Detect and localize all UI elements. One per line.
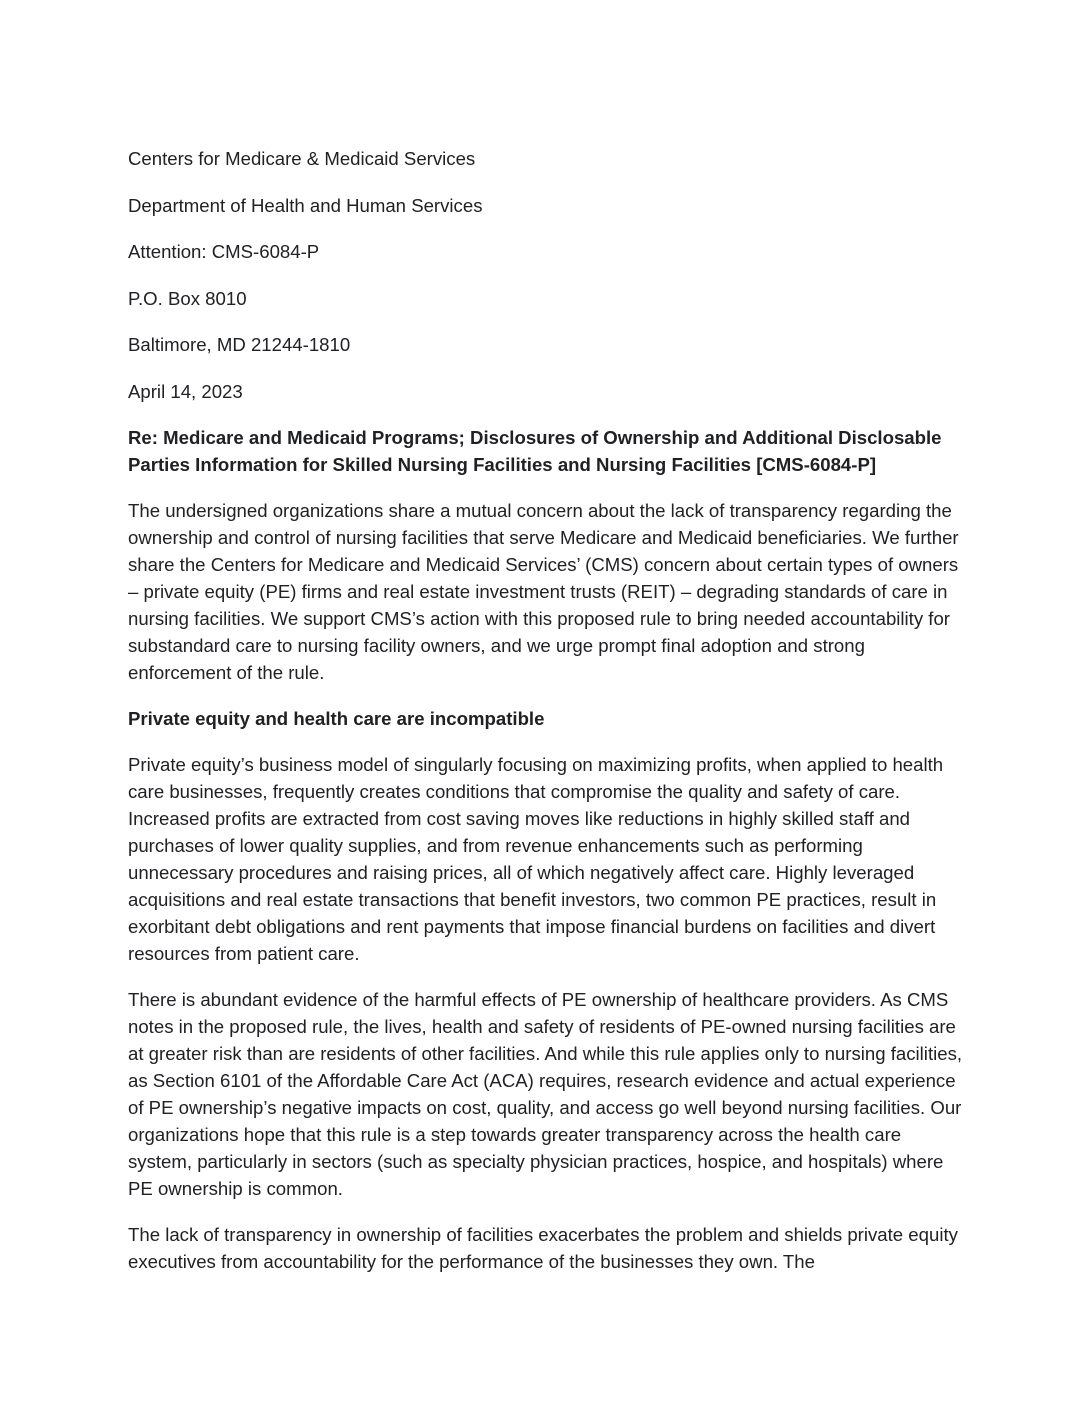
recipient-po-box: P.O. Box 8010 xyxy=(128,287,247,309)
recipient-attention: Attention: CMS-6084-P xyxy=(128,241,320,262)
recipient-department: Department of Health and Human Services xyxy=(128,194,483,216)
subject-line: Re: Medicare and Medicaid Programs; Disclosures of Ownership and Additional Disclosable Parties Information for Skilled Nursing Facilities and Nursing Facilities [CMS-6084-P] xyxy=(128,427,942,475)
body-paragraph-2: Private equity’s business model of singularly focusing on maximizing profits, when applied to health care businesses, frequently creates conditions that compromise the quality and safety of care. Increased profits are extracted from cost saving moves like reductions in highly skilled staff and purchases of lower quality supplies, and from revenue enhancements such as performing unnecessary procedures and raising prices, all of which negatively affect care. Highly leveraged acquisitions and real estate transactions that benefit investors, two common PE practices, result in exorbitant debt obligations and rent payments that impose financial burdens on facilities and divert resources from patient care. xyxy=(128,754,944,964)
body-paragraph-4: The lack of transparency in ownership of facilities exacerbates the problem and shields private equity executives from accountability for the performance of the businesses they own. The xyxy=(128,1224,958,1272)
recipient-city: Baltimore, MD 21244-1810 xyxy=(128,334,351,355)
body-paragraph-1: The undersigned organizations share a mutual concern about the lack of transparency regarding the ownership and control of nursing facilities that serve Medicare and Medicaid beneficiaries. We further share the Centers for Medicare and Medicaid Services’ (CMS) concern about certain types of owners – private equity (PE) firms and real estate investment trusts (REIT) – degrading standards of care in nursing facilities. We support CMS’s action with this proposed rule to bring needed accountability for substandard care to nursing facility owners, and we urge prompt final adoption and strong enforcement of the rule. xyxy=(128,500,959,683)
recipient-name: Centers for Medicare & Medicaid Services xyxy=(128,148,476,169)
body-paragraph-3: There is abundant evidence of the harmful effects of PE ownership of healthcare providers. As CMS notes in the proposed rule, the lives, health and safety of residents of PE-owned nursing facilities are at greater risk than are residents of other facilities. And while this rule applies only to nursing facilities, as Section 6101 of the Affordable Care Act (ACA) requires, research evidence and actual experience of PE ownership’s negative impacts on cost, quality, and access go well beyond nursing facilities. Our organizations hope that this rule is a step towards greater transparency across the health care system, particularly in sectors (such as specialty physician practices, hospice, and hospitals) where PE ownership is common. xyxy=(128,989,963,1199)
letter-page xyxy=(128,145,968,1294)
section-heading: Private equity and health care are incompatible xyxy=(128,708,545,729)
letter-date: April 14, 2023 xyxy=(128,380,243,402)
